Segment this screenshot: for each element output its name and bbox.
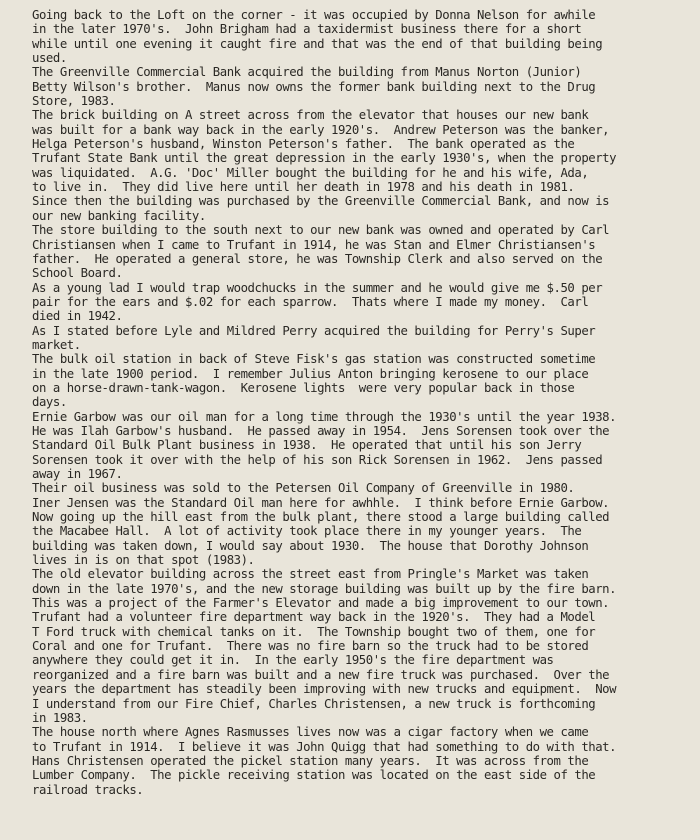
text-line: anywhere they could get it in. In the early 1950's the fire department was — [32, 653, 554, 668]
text-line: Coral and one for Trufant. There was no fire barn so the truck had to be stored — [32, 639, 589, 654]
text-line: away in 1967. — [32, 467, 123, 481]
text-line: Trufant had a volunteer fire department way back in the 1920's. They had a Model — [32, 610, 596, 625]
text-line: The old elevator building across the street east from Pringle's Market was taken — [32, 567, 589, 582]
text-line: The house north where Agnes Rasmusses lives now was a cigar factory when we came — [32, 725, 589, 740]
text-line: to live in. They did live here until her death in 1978 and his death in 1981. — [32, 180, 575, 195]
text-line: market. — [32, 337, 81, 352]
text-line: He was Ilah Garbow's husband. He passed away in 1954. Jens Sorensen took over the — [32, 423, 610, 438]
text-line: School Board. — [32, 266, 123, 281]
typewritten-text — [32, 8, 680, 797]
text-line: Iner Jensen was the Standard Oil man here for awhhle. I think before Ernie Garbow. — [32, 495, 610, 510]
text-line: Hans Christensen operated the pickel station many years. It was across from the — [32, 753, 589, 768]
text-line: reorganized and a fire barn was built and a new fire truck was purchased. Over the — [32, 667, 610, 682]
text-line: lives in is on that spot (1983). — [32, 553, 255, 568]
text-line: The Greenville Commercial Bank acquired the building from Manus Norton (Junior) — [32, 65, 582, 80]
text-line: The brick building on A street across from the elevator that houses our new bank — [32, 108, 589, 123]
text-line: was built for a bank way back in the early 1920's. Andrew Peterson was the banker, — [32, 122, 610, 137]
text-line: Going back to the Loft on the corner - it was occupied by Donna Nelson for awhile — [32, 8, 596, 22]
text-line: was liquidated. A.G. 'Doc' Miller bought the building for he and his wife, Ada, — [32, 165, 589, 180]
text-line: Ernie Garbow was our oil man for a long time through the 1930's until the year 1938. — [32, 409, 617, 424]
text-line: Helga Peterson's husband, Winston Peterson's father. The bank operated as the — [32, 137, 575, 152]
text-line: Store, 1983. — [32, 94, 116, 109]
text-line: The store building to the south next to our new bank was owned and operated by Carl — [32, 223, 610, 238]
text-line: used. — [32, 51, 67, 66]
text-line: in the late 1900 period. I remember Julius Anton bringing kerosene to our place — [32, 366, 589, 381]
text-line: in the later 1970's. John Brigham had a taxidermist business there for a short — [32, 22, 582, 37]
text-line: the Macabee Hall. A lot of activity took place there in my younger years. The — [32, 524, 582, 539]
text-line: Now going up the hill east from the bulk plant, there stood a large building called — [32, 510, 610, 525]
text-line: T Ford truck with chemical tanks on it. The Township bought two of them, one for — [32, 624, 596, 639]
text-line: in 1983. — [32, 710, 88, 725]
text-line: father. He operated a general store, he was Township Clerk and also served on the — [32, 251, 603, 266]
text-line: The bulk oil station in back of Steve Fisk's gas station was constructed sometime — [32, 352, 596, 367]
text-line: Standard Oil Bulk Plant business in 1938. He operated that until his son Jerry — [32, 438, 582, 453]
text-line: As I stated before Lyle and Mildred Perry acquired the building for Perry's Super — [32, 323, 596, 338]
text-line: As a young lad I would trap woodchucks in the summer and he would give me $.50 per — [32, 280, 603, 295]
text-line: died in 1942. — [32, 309, 123, 324]
text-line: building was taken down, I would say about 1930. The house that Dorothy Johnson — [32, 538, 589, 553]
text-line: Christiansen when I came to Trufant in 1914, he was Stan and Elmer Christiansen's — [32, 237, 596, 252]
text-line: years the department has steadily been improving with new trucks and equipment. Now — [32, 682, 617, 697]
text-line: Betty Wilson's brother. Manus now owns the former bank building next to the Drug — [32, 79, 596, 94]
text-line: Since then the building was purchased by the Greenville Commercial Bank, and now is — [32, 194, 610, 209]
text-line: railroad tracks. — [32, 782, 144, 797]
text-line: on a horse-drawn-tank-wagon. Kerosene lights were very popular back in those — [32, 380, 575, 395]
text-line: to Trufant in 1914. I believe it was John Quigg that had something to do with that. — [32, 739, 617, 754]
text-line: Trufant State Bank until the great depression in the early 1930's, when the property — [32, 151, 617, 166]
text-line: I understand from our Fire Chief, Charles Christensen, a new truck is forthcoming — [32, 696, 596, 711]
text-line: our new banking facility. — [32, 208, 206, 223]
text-line: while until one evening it caught fire and that was the end of that building being — [32, 36, 603, 51]
text-line: Their oil business was sold to the Petersen Oil Company of Greenville in 1980. — [32, 481, 575, 496]
text-line: Lumber Company. The pickle receiving station was located on the east side of the — [32, 768, 596, 783]
text-line: down in the late 1970's, and the new storage building was built up by the fire barn. — [32, 581, 617, 596]
text-line: Sorensen took it over with the help of his son Rick Sorensen in 1962. Jens passed — [32, 452, 603, 467]
text-line: This was a project of the Farmer's Elevator and made a big improvement to our town. — [32, 596, 610, 611]
text-line: pair for the ears and $.02 for each sparrow. Thats where I made my money. Carl — [32, 294, 589, 309]
text-line: days. — [32, 395, 67, 410]
